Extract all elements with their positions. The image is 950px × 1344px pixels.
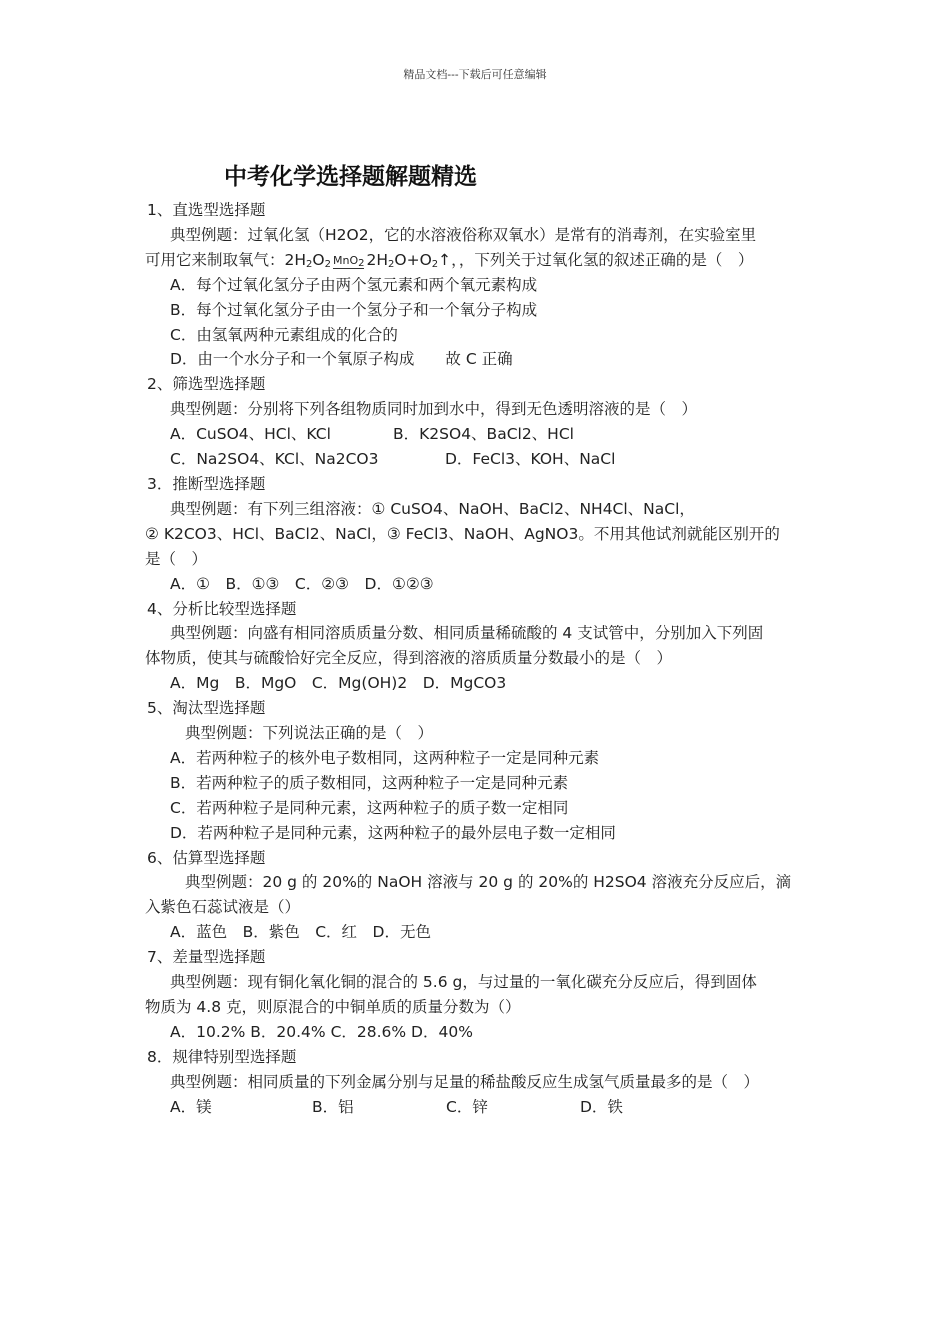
catalyst: MnO (332, 253, 359, 267)
o-char: O (312, 250, 325, 269)
s2-options-row1 (145, 422, 810, 447)
sub-2: 2 (324, 258, 331, 270)
s2-option-b: B．K2SO4、BaCl2、HCl (393, 425, 574, 444)
s4-question-line1: 典型例题：向盛有相同溶质质量分数、相同质量稀硫酸的 4 支试管中，分别加入下列固 (170, 624, 764, 643)
sub-2: 2 (431, 258, 439, 270)
s1-question-line1: 典型例题：过氧化氢（H2O2，它的水溶液俗称双氧水）是常有的消毒剂，在实验室里 (170, 225, 757, 244)
reaction-condition (333, 254, 365, 269)
s4-options: A．Mg B．MgO C．Mg(OH)2 D．MgCO3 (170, 674, 507, 693)
s8-option-c: C．锌 (446, 1097, 488, 1116)
section-7-heading: 7、差量型选择题 (147, 948, 266, 967)
s7-options: A．10.2% B．20.4% C．28.6% D．40% (170, 1022, 473, 1041)
s5-option-b: B．若两种粒子的质子数相同，这两种粒子一定是同种元素 (170, 773, 569, 792)
s1-q2-part-a: 可用它来制取氧气：2H (145, 250, 307, 269)
s8-option-a: A．镁 (170, 1097, 212, 1116)
s2-option-a: A．CuSO4、HCl、KCl (170, 425, 331, 444)
section-1-heading: 1、直选型选择题 (147, 201, 266, 219)
section-6-heading: 6、估算型选择题 (147, 848, 266, 867)
page-header: 精品文档---下载后可任意编辑 (403, 68, 547, 81)
s1-option-c: C．由氢氧两种元素组成的化合的 (170, 325, 398, 344)
s5-option-a: A．若两种粒子的核外电子数相同，这两种粒子一定是同种元素 (170, 748, 600, 767)
s7-question-line1: 典型例题：现有铜化氧化铜的混合的 5.6 g，与过量的一氧化碳充分反应后，得到固体 (170, 973, 757, 992)
s7-question-line2: 物质为 4.8 克，则原混合的中铜单质的质量分数为（） (145, 998, 521, 1016)
s1-q2-part-c: O+O (394, 250, 432, 269)
document-body (145, 198, 810, 1120)
section-5-heading: 5、淘汰型选择题 (147, 699, 266, 718)
s2-option-d: D．FeCl3、KOH、NaCl (445, 450, 616, 469)
s2-options-row2 (145, 447, 810, 472)
sub-2: 2 (358, 257, 365, 269)
section-3-heading: 3．推断型选择题 (147, 474, 266, 493)
s5-option-c: C．若两种粒子是同种元素，这两种粒子的质子数一定相同 (170, 798, 569, 817)
s6-options: A．蓝色 B．紫色 C．红 D．无色 (170, 923, 431, 942)
s6-question-line2: 入紫色石蕊试液是（） (145, 898, 301, 917)
s1-option-d: D．由一个水分子和一个氧原子构成 故 C 正确 (170, 350, 513, 369)
s5-option-d: D．若两种粒子是同种元素，这两种粒子的最外层电子数一定相同 (170, 823, 616, 842)
section-4-heading: 4、分析比较型选择题 (147, 599, 297, 618)
document-title: 中考化学选择题解题精选 (224, 164, 477, 190)
s2-option-c: C．Na2SO4、KCl、Na2CO3 (170, 450, 379, 469)
sub-2: 2 (306, 258, 313, 270)
s3-question-line1: 典型例题：有下列三组溶液：① CuSO4、NaOH、BaCl2、NH4Cl、NaCl， (170, 499, 695, 518)
s5-question: 典型例题：下列说法正确的是（ ） (185, 724, 434, 743)
s2-question: 典型例题：分别将下列各组物质同时加到水中，得到无色透明溶液的是（ ） (170, 400, 698, 419)
s1-option-b: B．每个过氧化氢分子由一个氢分子和一个氧分子构成 (170, 300, 538, 319)
s8-option-d: D．铁 (580, 1097, 623, 1116)
s3-question-line3: 是（ ） (145, 549, 208, 568)
section-2-heading: 2、筛选型选择题 (147, 375, 266, 394)
s1-question-line2 (145, 248, 810, 273)
s4-question-line2: 体物质，使其与硫酸恰好完全反应，得到溶液的溶质质量分数最小的是（ ） (145, 649, 673, 668)
s8-option-b: B．铝 (312, 1097, 354, 1116)
section-8-heading: 8．规律特别型选择题 (147, 1047, 297, 1066)
sub-2: 2 (388, 258, 395, 270)
s3-options: A．① B．①③ C．②③ D．①②③ (170, 574, 434, 593)
s6-question-line1: 典型例题：20 g 的 20%的 NaOH 溶液与 20 g 的 20%的 H2SO4 溶液充分反应后，滴 (185, 873, 792, 892)
s8-question: 典型例题：相同质量的下列金属分别与足量的稀盐酸反应生成氢气质量最多的是（ ） (170, 1072, 760, 1091)
s3-question-line2: ② K2CO3、HCl、BaCl2、NaCl，③ FeCl3、NaOH、AgNO3。不用其他试剂就能区别开的 (145, 524, 780, 543)
s1-q2-part-b: 2H (366, 250, 389, 269)
s1-q2-part-d: ↑，，下列关于过氧化氢的叙述正确的是（ ） (438, 250, 754, 269)
s1-option-a: A．每个过氧化氢分子由两个氢元素和两个氧元素构成 (170, 275, 538, 294)
s8-options (145, 1095, 810, 1120)
